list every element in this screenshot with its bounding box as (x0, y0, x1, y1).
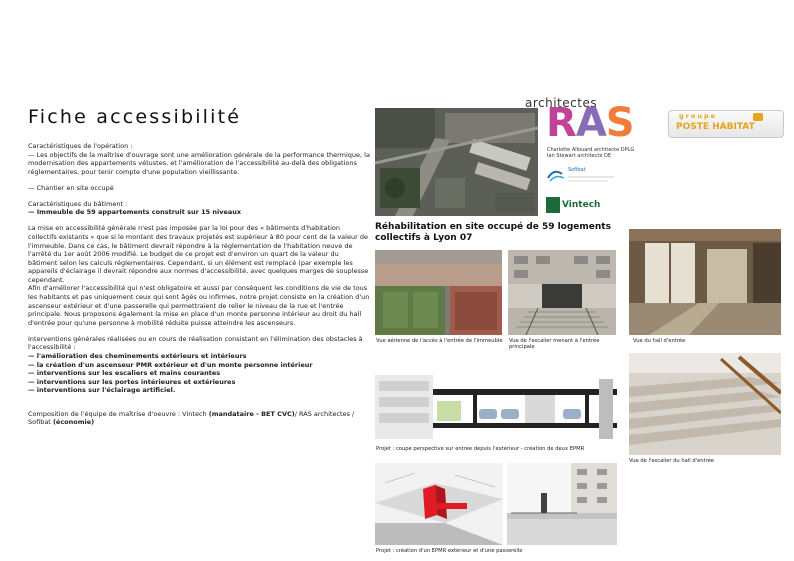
vintech-label: Vintech (562, 200, 601, 210)
chantier-text: — Chantier en site occupé (28, 183, 114, 192)
operation-heading: Caractéristiques de l'opération : (28, 142, 133, 150)
interventions-heading: Interventions générales réalisées ou en cours de réalisation consistant en l'élimination des obstacles à l'accessibilité : (28, 334, 363, 352)
intervention-item: — interventions sur les portes intérieures et extérieures (28, 377, 236, 386)
caption-hall: Vue du hall d'entrée (633, 338, 686, 344)
ras-names: Charlotte Allouard architecte DPLG Ian Stewart architecte DE (547, 147, 635, 160)
team-composition: Composition de l'équipe de maîtrise d'oeuvre : Vintech (mandataire - BET CVC)/ RAS architectes / Sofibat (économie) (28, 409, 355, 427)
intervention-item: — interventions sur l'éclairage artificiel. (28, 386, 176, 395)
building-heading: Caractéristiques du bâtiment : (28, 199, 128, 208)
vintech-mark-icon (546, 197, 560, 213)
objectives-text: — Les objectifs de la maîtrise d'ouvrage sont une amélioration générale de la performance thermique, la modernisation des appartements vétustes, et l'amélioration de l'accessibilité au-delà des obligations réglementaires, pour tenir compte d'une population vieillissante. (28, 150, 370, 176)
intervention-item: — la création d'un ascenseur PMR extérieur et d'un monte personne intérieur (28, 360, 313, 369)
page-title: Fiche accessibilité (28, 106, 242, 128)
intervention-item: — l'amélioration des cheminements extérieurs et intérieurs (28, 352, 247, 361)
project-subtitle: Réhabilitation en site occupé de 59 logements collectifs à Lyon 07 (375, 222, 611, 243)
caption-epmr: Projet : création d'un EPMR extérieur et d'une passerelle (376, 548, 523, 554)
intervention-item: — interventions sur les escaliers et mains courantes (28, 369, 221, 378)
entrance-stairs-photo (508, 250, 616, 335)
groupe-label: groupe (679, 112, 718, 120)
caption-hall-stairs: Vue de l'escalier du hall d'entrée (629, 458, 714, 464)
regulation-text: La mise en accessibilité générale n'est pas imposée par la loi pour des « bâtiments d'habitation collectifs existants » que si le montant des travaux projetés est supérieur à 80 pour cent de la valeur de l'immeuble. Dans ce cas, le bâtiment devrait répondre à la réglementation de l'habitation neuve de l'arrêté du 1er août 2006 modifié. Le budget de ce projet est d'environ un quart de la valeur du bâtiment selon les calculs réglementaires. Cependant, si un élément est remplacé (par exemple les appareils d'éclairage il devrait répondre aux normes d'accessibilité, avec quelques marges de souplesse cependant. (28, 224, 369, 284)
poste-bird-icon (753, 113, 763, 121)
project-text: Afin d'améliorer l'accessibilité qui n'est obligatoire et aussi par conséquent les conditions de vie de tous les habitants et pas uniquement ceux qui sont âgés ou infirmes, notre projet consiste en la création d'un ascenseur extérieur et d'une passerelle qui permettraient de relier le niveau de la rue et l'entrée principale. Nous proposons également la mise en place d'un monte personne intérieur au droit du hall d'entrée pour qu'une personne à mobilité réduite puisse atteindre les ascenseurs. (28, 284, 370, 327)
epmr-perspective-drawing (375, 463, 503, 545)
aerial-map-photo (375, 108, 538, 216)
vintech-logo (546, 196, 606, 216)
epmr-street-render (507, 463, 617, 545)
building-text: — Immeuble de 59 appartements construit sur 15 niveaux (28, 208, 242, 217)
section-perspective-drawing (375, 369, 617, 445)
ras-logo-s: S (605, 100, 634, 146)
poste-habitat-logo (668, 110, 784, 138)
sofibat-label: Sofibat (568, 167, 586, 173)
poste-habitat-label: POSTE HABITAT (676, 122, 755, 132)
description-column (28, 142, 370, 427)
aerial-entrance-photo (375, 250, 502, 335)
ras-architectes-label: architectes (525, 96, 598, 110)
caption-section: Projet : coupe perspective sur entrée depuis l'extérieur - création de deux EPMR (376, 446, 585, 452)
ras-logo (546, 100, 634, 146)
ras-logo-r: R (546, 100, 576, 146)
caption-entrance-stairs: Vue de l'escalier menant à l'entrée principale (509, 338, 600, 351)
entrance-hall-photo (629, 229, 781, 335)
ras-logo-a: A (575, 100, 606, 146)
caption-aerial-entrance: Vue aérienne de l'accès à l'entrée de l'immeuble (376, 338, 503, 344)
hall-stairs-photo (629, 353, 781, 455)
sofibat-logo (546, 164, 616, 186)
